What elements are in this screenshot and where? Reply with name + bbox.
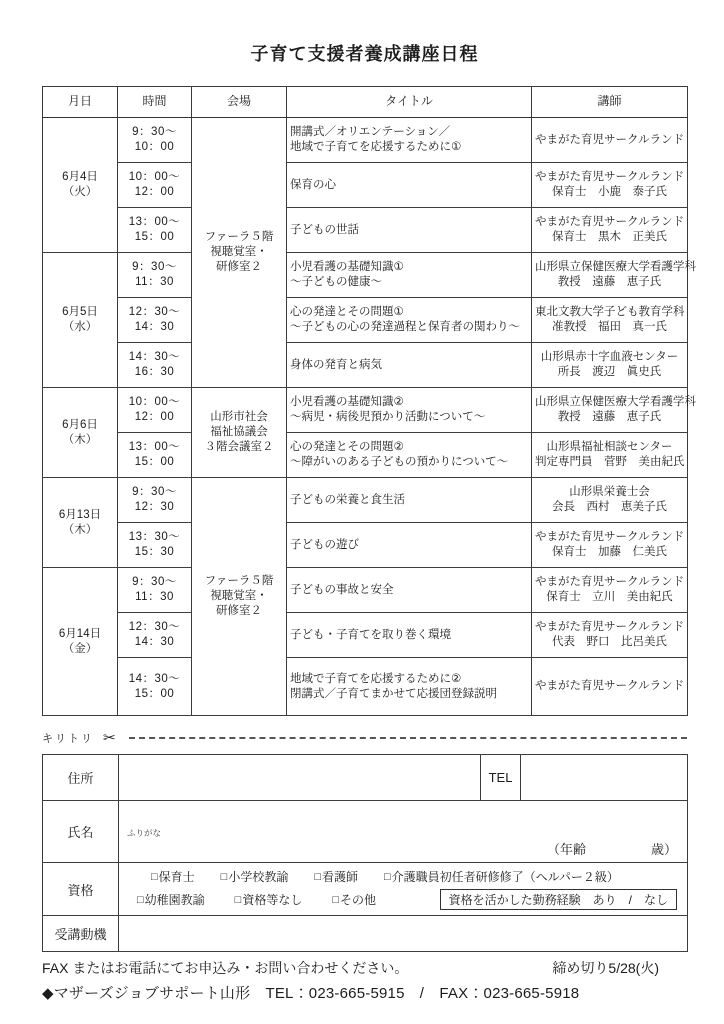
form-row-motivation: [43, 916, 688, 952]
tel-label: TEL: [481, 755, 521, 801]
checkbox-icon: □: [151, 870, 158, 883]
qualification-option-label: 資格等なし: [242, 893, 303, 907]
lecturer-cell: 山形県立保健医療大学看護学科 教授 遠藤 恵子氏: [532, 388, 688, 433]
footer-note: FAX またはお電話にてお申込み・お問い合わせください。: [42, 960, 409, 976]
work-experience-note: 資格を活かした勤務経験 あり / なし: [440, 889, 677, 910]
checkbox-icon: □: [137, 893, 144, 906]
motivation-field: [119, 916, 688, 952]
qualification-field: [119, 863, 688, 916]
footer-deadline: 締め切り5/28(火): [552, 960, 659, 976]
title-cell: 子どもの事故と安全: [287, 568, 532, 613]
lecturer-cell: やまがた育児サークルランド 保育士 小鹿 泰子氏: [532, 163, 688, 208]
header-time: 時間: [118, 87, 192, 118]
time-cell: 10：00～ 12：00: [118, 388, 192, 433]
footer-organization: ◆マザーズジョブサポート山形 TEL：023-665-5915 / FAX：023-665-5918: [42, 985, 580, 1002]
date-cell: 6月5日 （水）: [43, 253, 118, 388]
qualification-option-label: 看護師: [322, 870, 359, 884]
title-cell: 開講式／オリエンテーション／ 地域で子育てを応援するために①: [287, 118, 532, 163]
qualification-option: [235, 891, 303, 908]
venue-cell: 山形市社会 福祉協議会 ３階会議室２: [192, 388, 287, 478]
schedule-row: [43, 343, 688, 388]
qualification-option-label: 幼稚園教諭: [144, 893, 205, 907]
qualification-label: 資格: [43, 863, 119, 916]
page-title: 子育て支援者養成講座日程: [250, 44, 479, 64]
schedule-body: [43, 118, 696, 716]
lecturer-cell: やまがた育児サークルランド: [532, 118, 688, 163]
form-row-qualification: [43, 863, 688, 916]
schedule-header-row: [43, 87, 688, 118]
motivation-label: 受講動機: [43, 916, 119, 952]
form-row-address: [43, 755, 688, 801]
address-label: 住所: [43, 755, 119, 801]
qualification-option: [332, 891, 376, 908]
time-cell: 12：30～ 14：30: [118, 613, 192, 658]
schedule-row: [43, 478, 688, 523]
qualification-option: [137, 891, 205, 908]
lecturer-cell: 山形県立保健医療大学看護学科 教授 遠藤 恵子氏: [532, 253, 688, 298]
qualification-option: [151, 868, 195, 885]
lecturer-cell: 山形県福祉相談センター 判定専門員 菅野 美由紀氏: [532, 433, 688, 478]
schedule-row: [43, 298, 688, 343]
header-venue: 会場: [192, 87, 287, 118]
schedule-table: [42, 86, 696, 716]
qualification-option-label: 保育士: [158, 870, 195, 884]
footer-contact-line: [42, 958, 687, 978]
title-cell: 子どもの世話: [287, 208, 532, 253]
cut-dashed-line: [129, 737, 687, 739]
title-cell: 心の発達とその問題① ～子どもの心の発達過程と保育者の関わり～: [287, 298, 532, 343]
title-cell: 心の発達とその問題② ～障がいのある子どもの預かりについて～: [287, 433, 532, 478]
checkbox-icon: □: [332, 893, 339, 906]
qualification-option: [314, 868, 358, 885]
time-cell: 13：30～ 15：30: [118, 523, 192, 568]
footer: [42, 958, 687, 1003]
checkbox-icon: □: [234, 893, 242, 906]
schedule-row: [43, 208, 688, 253]
schedule-row: [43, 523, 688, 568]
lecturer-cell: 東北文教大学子ども教育学科 准教授 福田 真一氏: [532, 298, 688, 343]
qualification-option-label: 介護職員初任者研修修了（ヘルパー２級）: [391, 870, 619, 884]
time-cell: 13：00～ 15：00: [118, 433, 192, 478]
venue-cell: ファーラ５階 視聴覚室・ 研修室２: [192, 118, 287, 388]
time-cell: 9：30～ 11：30: [118, 253, 192, 298]
time-cell: 14：30～ 16：30: [118, 343, 192, 388]
checkbox-icon: □: [220, 870, 228, 883]
lecturer-cell: 山形県赤十字血液センター 所長 渡辺 眞史氏: [532, 343, 688, 388]
form-row-name: [43, 801, 688, 863]
schedule-row: [43, 163, 688, 208]
qualification-option-label: その他: [340, 893, 377, 907]
header-date: 月日: [43, 87, 118, 118]
title-cell: 小児看護の基礎知識① ～子どもの健康～: [287, 253, 532, 298]
lecturer-cell: やまがた育児サークルランド: [532, 658, 688, 716]
time-cell: 9：30～ 12：30: [118, 478, 192, 523]
title-cell: 小児看護の基礎知識② ～病児・病後児預かり活動について～: [287, 388, 532, 433]
title-cell: 地域で子育てを応援するために② 閉講式／子育てまかせて応援団登録説明: [287, 658, 532, 716]
age-note: （年齢 歳）: [546, 842, 677, 857]
schedule-row: [43, 568, 688, 613]
date-cell: 6月14日 （金）: [43, 568, 118, 716]
title-cell: 身体の発育と病気: [287, 343, 532, 388]
lecturer-cell: 山形県栄養士会 会長 西村 恵美子氏: [532, 478, 688, 523]
tel-field: [521, 755, 688, 801]
schedule-row: [43, 613, 688, 658]
time-cell: 9：30～ 11：30: [118, 568, 192, 613]
title-cell: 保育の心: [287, 163, 532, 208]
date-cell: 6月4日 （火）: [43, 118, 118, 253]
header-title: タイトル: [287, 87, 532, 118]
lecturer-cell: やまがた育児サークルランド 保育士 加藤 仁美氏: [532, 523, 688, 568]
title-cell: 子どもの栄養と食生活: [287, 478, 532, 523]
lecturer-cell: やまがた育児サークルランド 代表 野口 比呂美氏: [532, 613, 688, 658]
lecturer-cell: やまがた育児サークルランド 保育士 立川 美由紀氏: [532, 568, 688, 613]
qualification-option: [221, 868, 289, 885]
schedule-row: [43, 253, 688, 298]
address-field: [119, 755, 481, 801]
time-cell: 13：00～ 15：00: [118, 208, 192, 253]
schedule-row: [43, 658, 688, 716]
qualification-option: [384, 868, 619, 885]
time-cell: 14：30～ 15：00: [118, 658, 192, 716]
time-cell: 10：00～ 12：00: [118, 163, 192, 208]
cut-label: キリトリ: [42, 733, 94, 745]
venue-cell: ファーラ５階 視聴覚室・ 研修室２: [192, 478, 287, 716]
name-field: [119, 801, 688, 863]
application-form: [42, 754, 688, 952]
furigana-label: ふりがな: [127, 827, 162, 838]
checkbox-icon: □: [384, 870, 391, 883]
checkbox-icon: □: [314, 870, 321, 883]
scissors-icon: ✂: [102, 730, 116, 745]
schedule-row: [43, 118, 688, 163]
time-cell: 12：30～ 14：30: [118, 298, 192, 343]
qualification-options-line2: [123, 889, 683, 910]
title-cell: 子どもの遊び: [287, 523, 532, 568]
lecturer-cell: やまがた育児サークルランド 保育士 黒木 正美氏: [532, 208, 688, 253]
date-cell: 6月13日 （木）: [43, 478, 118, 568]
title-cell: 子ども・子育てを取り巻く環境: [287, 613, 532, 658]
schedule-row: [43, 388, 688, 433]
time-cell: 9：30～ 10：00: [118, 118, 192, 163]
name-label: 氏名: [43, 801, 119, 863]
cut-line: [42, 730, 687, 746]
schedule-row: [43, 433, 688, 478]
header-lecturer: 講師: [532, 87, 688, 118]
qualification-option-label: 小学校教諭: [228, 870, 289, 884]
date-cell: 6月6日 （木）: [43, 388, 118, 478]
qualification-options-line1: [123, 868, 683, 885]
